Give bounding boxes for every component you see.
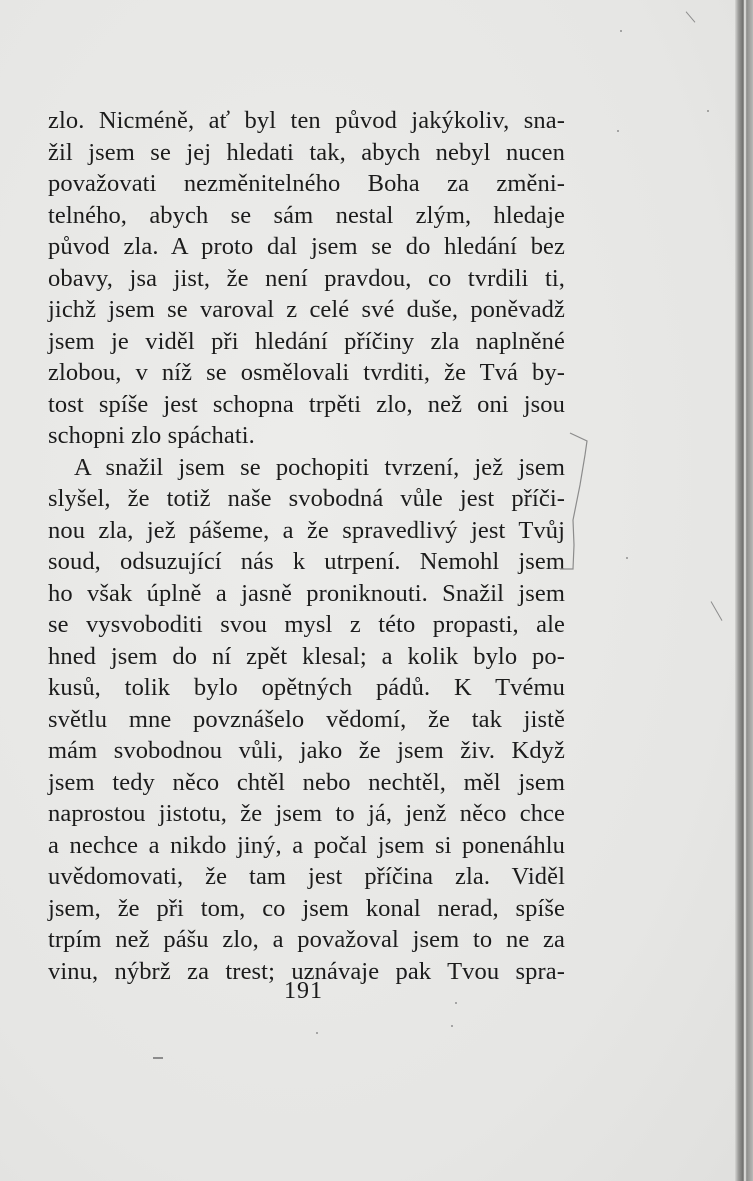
text-line: žil jsem se jej hledati tak, abych nebyl nucen <box>48 138 565 166</box>
paper-speck <box>455 1002 457 1004</box>
text-line: původ zla. A proto dal jsem se do hledání bez <box>48 233 565 260</box>
page-number: 191 <box>284 978 323 1004</box>
text-line: zlo. Nicméně, ať byl ten původ jakýkoliv, sna- <box>48 107 565 134</box>
pencil-tick-mark <box>686 11 696 22</box>
text-line: hned jsem do ní zpět klesal; a kolik bylo po- <box>48 642 565 670</box>
text-line: mám svobodnou vůli, jako že jsem živ. Když <box>48 737 565 764</box>
paper-speck <box>316 1032 318 1034</box>
paper-speck <box>707 110 709 112</box>
text-line: jichž jsem se varoval z celé své duše, poněvadž <box>48 296 565 323</box>
text-line: jsem je viděl při hledání příčiny zla naplněné <box>48 327 565 355</box>
text-line: schopni zlo spáchati. <box>48 422 255 449</box>
text-line: trpím než pášu zlo, a považoval jsem to ne za <box>48 926 565 953</box>
text-line: jsem tedy něco chtěl nebo nechtěl, měl jsem <box>48 768 565 796</box>
paper-speck <box>626 557 628 559</box>
text-line: nou zla, jež pášeme, a že spravedlivý jest Tvůj <box>48 516 565 544</box>
text-line: a nechce a nikdo jiný, a počal jsem si ponenáhlu <box>48 831 565 859</box>
text-line: A snažil jsem se pochopiti tvrzení, jež jsem <box>74 453 565 481</box>
paper-speck <box>620 30 622 32</box>
text-line: kusů, tolik bylo opětných pádů. K Tvému <box>48 674 565 701</box>
body-text <box>48 105 565 987</box>
text-line: považovati nezměnitelného Boha za změni- <box>48 170 565 197</box>
text-line: zlobou, v níž se osmělovali tvrditi, že Tvá by- <box>48 359 565 386</box>
paper-speck <box>617 130 619 132</box>
binding-edge <box>735 0 753 1181</box>
text-line: obavy, jsa jist, že není pravdou, co tvrdili ti, <box>48 264 565 292</box>
text-line: telného, abych se sám nestal zlým, hledaje <box>48 201 565 229</box>
pencil-dash-mark <box>153 1057 163 1059</box>
text-line: naprostou jistotu, že jsem to já, jenž něco chce <box>48 800 565 827</box>
text-line: světlu mne povznášelo vědomí, že tak jistě <box>48 705 565 733</box>
pencil-tick-mark <box>711 601 723 621</box>
pencil-bracket-mark <box>560 425 600 585</box>
text-line: vinu, nýbrž za trest; uznávaje pak Tvou spra- <box>48 957 565 985</box>
text-line: slyšel, že totiž naše svobodná vůle jest příči- <box>48 485 565 512</box>
text-line: se vysvoboditi svou mysl z této propasti, ale <box>48 611 565 638</box>
text-line: ho však úplně a jasně proniknouti. Snažil jsem <box>48 579 565 607</box>
paper-speck <box>451 1025 453 1027</box>
text-line: tost spíše jest schopna trpěti zlo, než oni jsou <box>48 390 565 418</box>
text-line: soud, odsuzující nás k utrpení. Nemohl jsem <box>48 548 565 575</box>
text-line: jsem, že při tom, co jsem konal nerad, spíše <box>48 894 565 922</box>
text-line: uvědomovati, že tam jest příčina zla. Viděl <box>48 863 565 890</box>
